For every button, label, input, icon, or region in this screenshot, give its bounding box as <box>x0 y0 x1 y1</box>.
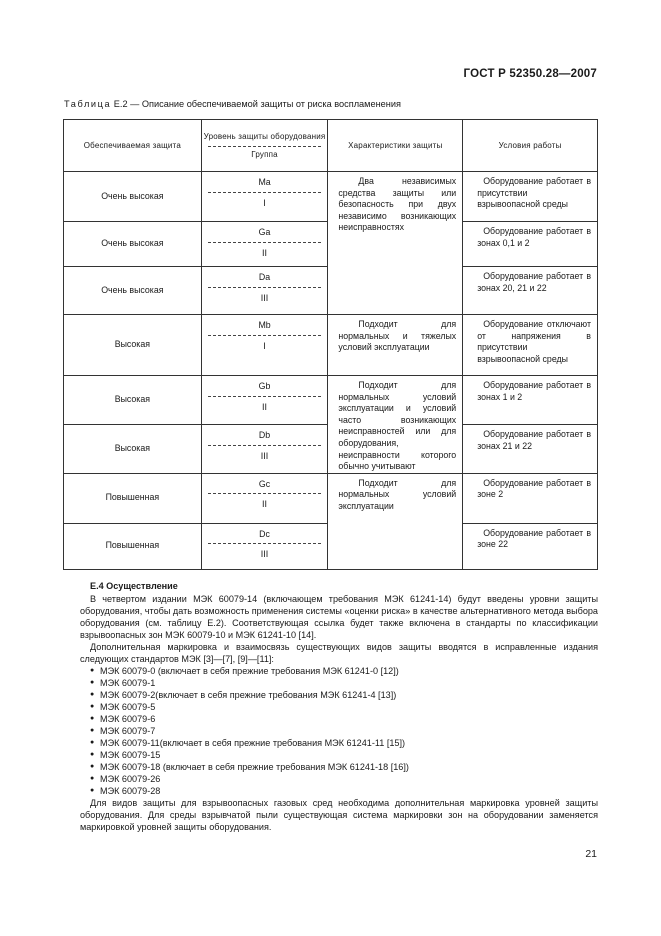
group-code: I <box>263 197 266 208</box>
table-caption-prefix: Таблица <box>64 99 112 109</box>
dashed-divider <box>208 543 322 544</box>
conditions-cell <box>463 523 598 569</box>
conditions-text: Оборудование работает в зонах 1 и 2 <box>477 380 591 402</box>
conditions-cell <box>463 376 598 425</box>
header-protection: Обеспечиваемая защита <box>64 120 202 172</box>
dashed-divider <box>208 493 322 494</box>
level-cell <box>201 222 328 267</box>
characteristics-cell <box>328 473 463 569</box>
level-code: Gb <box>258 381 271 391</box>
conditions-text: Оборудование работает в зоне 2 <box>477 477 591 500</box>
conditions-text: Оборудование работает в присутствии взрывоопасной среды <box>477 176 591 210</box>
conditions-cell <box>463 172 598 222</box>
characteristics-text: Два независимых средства защиты или безопасность при двух независимо возникающих неисправностях <box>338 176 457 233</box>
level-cell <box>201 473 328 523</box>
table-row <box>64 172 598 222</box>
table-header-row <box>64 120 598 172</box>
conditions-cell <box>463 222 598 267</box>
header-dashed-divider <box>208 146 322 147</box>
list-item: ● МЭК 60079-0 (включает в себя прежние требования МЭК 61241-0 [12]) <box>90 665 598 677</box>
list-item: ● МЭК 60079-15 <box>90 749 598 761</box>
protection-table <box>63 119 598 570</box>
group-code: II <box>262 401 268 412</box>
characteristics-cell <box>328 376 463 474</box>
dashed-divider <box>208 445 322 446</box>
dashed-divider <box>208 242 322 243</box>
conditions-text: Оборудование работает в зонах 20, 21 и 22 <box>477 271 591 293</box>
conditions-text: Оборудование работает в зоне 22 <box>477 527 591 550</box>
level-cell <box>201 376 328 425</box>
level-code: Db <box>258 430 271 441</box>
conditions-cell <box>463 473 598 523</box>
list-item: ● МЭК 60079-18 (включает в себя прежние требования МЭК 61241-18 [16]) <box>90 761 598 773</box>
dashed-divider <box>208 396 322 397</box>
table-row <box>64 376 598 425</box>
paragraph: Для видов защиты для взрывоопасных газовых сред необходима дополнительная маркировка уровней защиты оборудования. Для среды взрывчатой пыли существующая система маркировки зон на оборудовании заменяется маркировкой уровней защиты оборудования. <box>80 798 598 832</box>
list-item: ● МЭК 60079-1 <box>90 677 598 689</box>
list-item: ● МЭК 60079-5 <box>90 701 598 713</box>
level-code: Mb <box>258 320 271 330</box>
paragraph: В четвертом издании МЭК 60079-14 (включающем требования МЭК 61241-14) будут введены уровни защиты оборудования, чтобы дать возможность применения системы «оценки риска» в качестве альтернативного метода выбора оборудования (см. таблицу Е.2). Соответствующая ссылка будет также включена в стандарты по классификации взрывоопасных зон МЭК 60079-10 и МЭК 61241-10 [14]. <box>80 594 598 640</box>
level-code: Gc <box>258 478 271 489</box>
section-heading: Е.4 Осуществление <box>90 581 178 591</box>
list-item: ● МЭК 60079-26 <box>90 773 598 785</box>
list-item: ● МЭК 60079-6 <box>90 713 598 725</box>
list-item: ● МЭК 60079-2(включает в себя прежние требования МЭК 61241-4 [13]) <box>90 689 598 701</box>
protection-cell: Высокая <box>64 315 202 376</box>
table-caption <box>64 99 401 109</box>
group-code: I <box>263 340 266 351</box>
level-cell <box>201 425 328 473</box>
group-code: II <box>262 247 268 258</box>
protection-cell: Очень высокая <box>64 267 202 315</box>
list-item: ● МЭК 60079-28 <box>90 785 598 797</box>
protection-cell: Повышенная <box>64 473 202 523</box>
section-body <box>80 580 598 833</box>
group-code: III <box>260 292 269 303</box>
level-cell <box>201 172 328 222</box>
characteristics-text: Подходит для нормальных условий эксплуатации и условий часто возникающих неисправностей или для оборудования, неисправности которого обычно учитывают <box>338 380 457 472</box>
level-cell <box>201 523 328 569</box>
level-code: Ga <box>258 227 271 237</box>
conditions-cell <box>463 425 598 473</box>
protection-cell: Высокая <box>64 376 202 425</box>
conditions-cell <box>463 267 598 315</box>
group-code: III <box>260 450 269 461</box>
header-group-label: Группа <box>251 149 278 159</box>
dashed-divider <box>208 287 322 288</box>
conditions-cell <box>463 315 598 376</box>
group-code: II <box>262 499 268 510</box>
characteristics-cell <box>328 172 463 315</box>
level-cell <box>201 267 328 315</box>
conditions-text: Оборудование работает в зонах 0,1 и 2 <box>477 226 591 248</box>
conditions-text: Оборудование отключают от напряжения в присутствии взрывоопасной среды <box>477 319 591 364</box>
header-level <box>201 120 328 172</box>
characteristics-text: Подходит для нормальных и тяжелых условий эксплуатации <box>338 319 457 353</box>
header-conditions: Условия работы <box>463 120 598 172</box>
table-row <box>64 315 598 376</box>
paragraph: Дополнительная маркировка и взаимосвязь существующих видов защиты вводятся в исправленные издания следующих стандартов МЭК [3]—[7], [9]—[11]: <box>80 642 598 664</box>
protection-cell: Очень высокая <box>64 222 202 267</box>
list-item: ● МЭК 60079-7 <box>90 725 598 737</box>
dashed-divider <box>208 335 322 336</box>
list-item: ● МЭК 60079-11(включает в себя прежние требования МЭК 61241-11 [15]) <box>90 737 598 749</box>
level-code: Ma <box>258 177 271 187</box>
table-row <box>64 473 598 523</box>
group-code: III <box>260 549 269 560</box>
level-code: Dc <box>259 528 270 539</box>
conditions-text: Оборудование работает в зонах 21 и 22 <box>477 429 591 451</box>
standards-list <box>80 665 598 797</box>
protection-cell: Высокая <box>64 425 202 473</box>
page-number: 21 <box>585 848 597 860</box>
dashed-divider <box>208 192 322 193</box>
document-code: ГОСТ Р 52350.28—2007 <box>463 68 597 80</box>
header-characteristics: Характеристики защиты <box>328 120 463 172</box>
characteristics-cell <box>328 315 463 376</box>
level-code: Da <box>258 272 271 282</box>
level-cell <box>201 315 328 376</box>
characteristics-text: Подходит для нормальных условий эксплуатации <box>338 477 457 511</box>
protection-cell: Очень высокая <box>64 172 202 222</box>
protection-cell: Повышенная <box>64 523 202 569</box>
table-caption-text: Е.2 — Описание обеспечиваемой защиты от риска воспламенения <box>111 99 401 109</box>
header-level-label: Уровень защиты оборудования <box>203 131 326 141</box>
